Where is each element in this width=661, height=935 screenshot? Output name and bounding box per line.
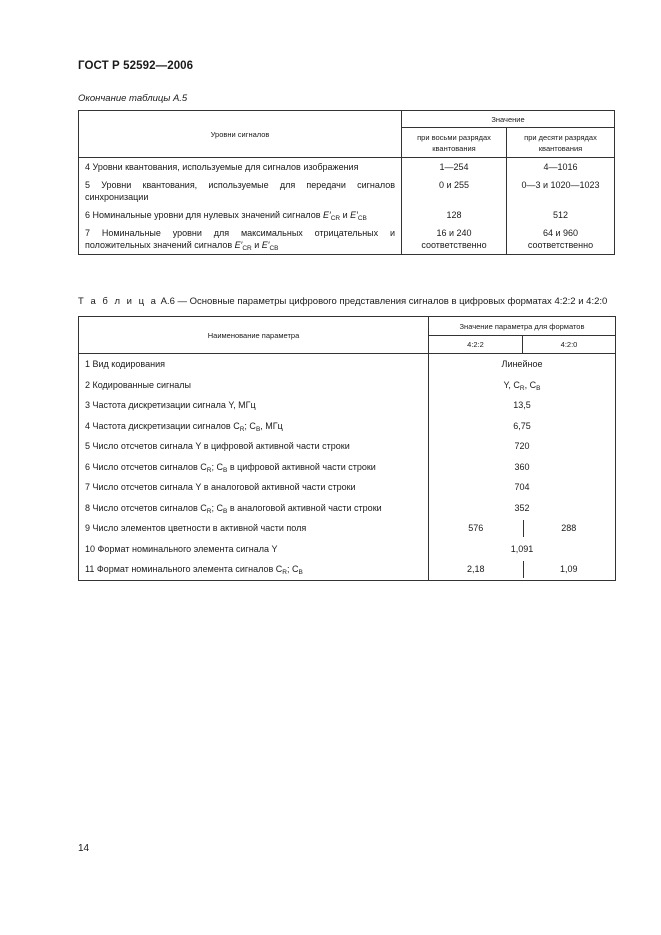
parameter-value: 704 [429, 477, 616, 498]
table-row [79, 206, 615, 224]
header-format-422: 4:2:2 [429, 336, 523, 354]
header-value: Значение [402, 111, 615, 128]
table-row [79, 559, 616, 580]
row-label: 5 Уровни квантования, используемые для передачи сигналов синхронизации [79, 176, 402, 206]
header-format-value: Значение параметра для форматов [429, 317, 616, 336]
table-row [79, 395, 616, 416]
value-ten-bit: 4—1016 [507, 158, 615, 177]
parameter-value: 1,091 [429, 539, 616, 560]
table-row [79, 176, 615, 206]
value-eight-bit: 0 и 255 [402, 176, 507, 206]
table-row [79, 518, 616, 539]
row-label: 6 Номинальные уровни для нулевых значений сигналов $E'_{CR}$ и $E'_{CB}$ [79, 206, 402, 224]
parameter-value: 352 [429, 498, 616, 519]
row-label: 4 Уровни квантования, используемые для сигналов изображения [79, 158, 402, 177]
table-row [79, 375, 616, 396]
header-format-420: 4:2:0 [523, 336, 616, 354]
parameter-value: 360 [429, 457, 616, 478]
parameter-label: 1 Вид кодирования [79, 354, 429, 375]
table-a6-caption: Т а б л и ц а А.6 — Основные параметры цифрового представления сигналов в цифровых форматах 4:2:2 и 4:2:0 [78, 296, 608, 307]
column-divider [523, 520, 524, 537]
parameter-label: 8 Число отсчетов сигналов $C_R$; $C_B$ в аналоговой активной части строки [79, 498, 429, 519]
table-row [79, 539, 616, 560]
table-row [79, 416, 616, 437]
row-label: 7 Номинальные уровни для максимальных отрицательных и положительных значений сигналов $E'_{CR}$ и $E'_{CB}$ [79, 224, 402, 255]
table-row [79, 498, 616, 519]
table-row [79, 224, 615, 255]
table-row [79, 477, 616, 498]
parameter-label: 7 Число отсчетов сигнала Y в аналоговой активной части строки [79, 477, 429, 498]
table-a5-caption: Окончание таблицы А.5 [78, 93, 188, 104]
parameter-value: 6,75 [429, 416, 616, 437]
value-format-422: 2,18 [429, 559, 523, 580]
header-ten-bit: при десяти разрядах квантования [507, 128, 615, 158]
table-row [79, 457, 616, 478]
table-row [79, 436, 616, 457]
parameter-label: 9 Число элементов цветности в активной части поля [79, 518, 429, 539]
value-ten-bit: 64 и 960 соответственно [507, 224, 615, 255]
table-row [79, 158, 615, 177]
parameter-value: Линейное [429, 354, 616, 375]
header-eight-bit: при восьми разрядах квантования [402, 128, 507, 158]
parameter-label: 10 Формат номинального элемента сигнала Y [79, 539, 429, 560]
value-eight-bit: 128 [402, 206, 507, 224]
value-format-422: 576 [468, 523, 484, 534]
parameter-value: 720 [429, 436, 616, 457]
value-ten-bit: 512 [507, 206, 615, 224]
parameter-label: 5 Число отсчетов сигнала Y в цифровой активной части строки [79, 436, 429, 457]
header-levels: Уровни сигналов [79, 111, 402, 158]
table-row [79, 354, 616, 375]
page-number: 14 [78, 843, 90, 854]
parameter-label: 11 Формат номинального элемента сигналов $C_R$; $C_B$ [79, 559, 429, 580]
value-ten-bit: 0—3 и 1020—1023 [507, 176, 615, 206]
value-format-420: 288 [523, 518, 616, 539]
header-parameter: Наименование параметра [79, 317, 429, 354]
table-a6 [78, 316, 616, 581]
column-divider [523, 561, 524, 578]
parameter-label: 6 Число отсчетов сигналов $C_R$; $C_B$ в цифровой активной части строки [79, 457, 429, 478]
table-a5 [78, 110, 615, 255]
parameter-label: 4 Частота дискретизации сигналов $C_R$; $C_B$, МГц [79, 416, 429, 437]
value-eight-bit: 1—254 [402, 158, 507, 177]
value-format-420: 1,09 [523, 559, 616, 580]
parameter-label: 3 Частота дискретизации сигнала Y, МГц [79, 395, 429, 416]
standard-designation: ГОСТ Р 52592—2006 [78, 60, 194, 72]
parameter-value: 13,5 [429, 395, 616, 416]
value-eight-bit: 16 и 240 соответственно [402, 224, 507, 255]
parameter-label: 2 Кодированные сигналы [79, 375, 429, 396]
parameter-value: Y, $C_R$, $C_B$ [429, 375, 616, 396]
